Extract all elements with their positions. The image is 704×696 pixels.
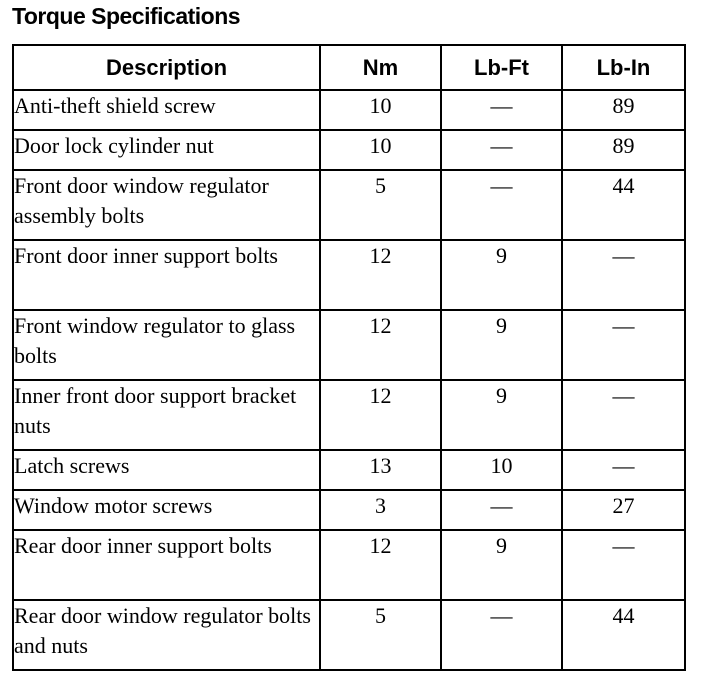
cell-lb-ft: —: [441, 130, 562, 170]
cell-description: Inner front door support bracket nuts: [13, 380, 320, 450]
cell-nm: 12: [320, 310, 441, 380]
cell-description: Front door inner support bolts: [13, 240, 320, 310]
cell-lb-ft: 9: [441, 310, 562, 380]
table-header-row: [13, 45, 685, 90]
cell-lb-in: 89: [562, 90, 685, 130]
table-row: [13, 130, 685, 170]
cell-lb-ft: 9: [441, 530, 562, 600]
table-row: [13, 310, 685, 380]
cell-lb-ft: —: [441, 600, 562, 670]
cell-lb-in: —: [562, 450, 685, 490]
cell-lb-in: —: [562, 380, 685, 450]
cell-nm: 3: [320, 490, 441, 530]
table-row: [13, 600, 685, 670]
table-row: [13, 240, 685, 310]
cell-nm: 12: [320, 380, 441, 450]
cell-lb-in: —: [562, 530, 685, 600]
cell-description: Front window regulator to glass bolts: [13, 310, 320, 380]
cell-lb-ft: 9: [441, 240, 562, 310]
cell-nm: 5: [320, 600, 441, 670]
header-description: Description: [13, 45, 320, 90]
page-title: Torque Specifications: [12, 3, 241, 29]
table-row: [13, 170, 685, 240]
cell-lb-ft: 9: [441, 380, 562, 450]
table-row: [13, 490, 685, 530]
cell-description: Door lock cylinder nut: [13, 130, 320, 170]
header-nm: Nm: [320, 45, 441, 90]
cell-description: Latch screws: [13, 450, 320, 490]
cell-nm: 12: [320, 240, 441, 310]
header-lb-in: Lb-In: [562, 45, 685, 90]
cell-lb-ft: —: [441, 90, 562, 130]
cell-lb-ft: —: [441, 170, 562, 240]
cell-lb-in: 44: [562, 170, 685, 240]
cell-description: Anti-theft shield screw: [13, 90, 320, 130]
cell-nm: 13: [320, 450, 441, 490]
cell-nm: 5: [320, 170, 441, 240]
torque-specifications-table: [12, 44, 686, 671]
header-lb-ft: Lb-Ft: [441, 45, 562, 90]
cell-lb-in: 89: [562, 130, 685, 170]
cell-nm: 10: [320, 90, 441, 130]
cell-lb-in: —: [562, 310, 685, 380]
cell-description: Rear door window regulator bolts and nuts: [13, 600, 320, 670]
cell-lb-in: 44: [562, 600, 685, 670]
cell-description: Front door window regulator assembly bolts: [13, 170, 320, 240]
cell-description: Rear door inner support bolts: [13, 530, 320, 600]
cell-lb-ft: —: [441, 490, 562, 530]
cell-lb-in: —: [562, 240, 685, 310]
table-row: [13, 530, 685, 600]
cell-nm: 10: [320, 130, 441, 170]
table-row: [13, 90, 685, 130]
cell-description: Window motor screws: [13, 490, 320, 530]
table-row: [13, 450, 685, 490]
cell-nm: 12: [320, 530, 441, 600]
cell-lb-ft: 10: [441, 450, 562, 490]
table-row: [13, 380, 685, 450]
cell-lb-in: 27: [562, 490, 685, 530]
